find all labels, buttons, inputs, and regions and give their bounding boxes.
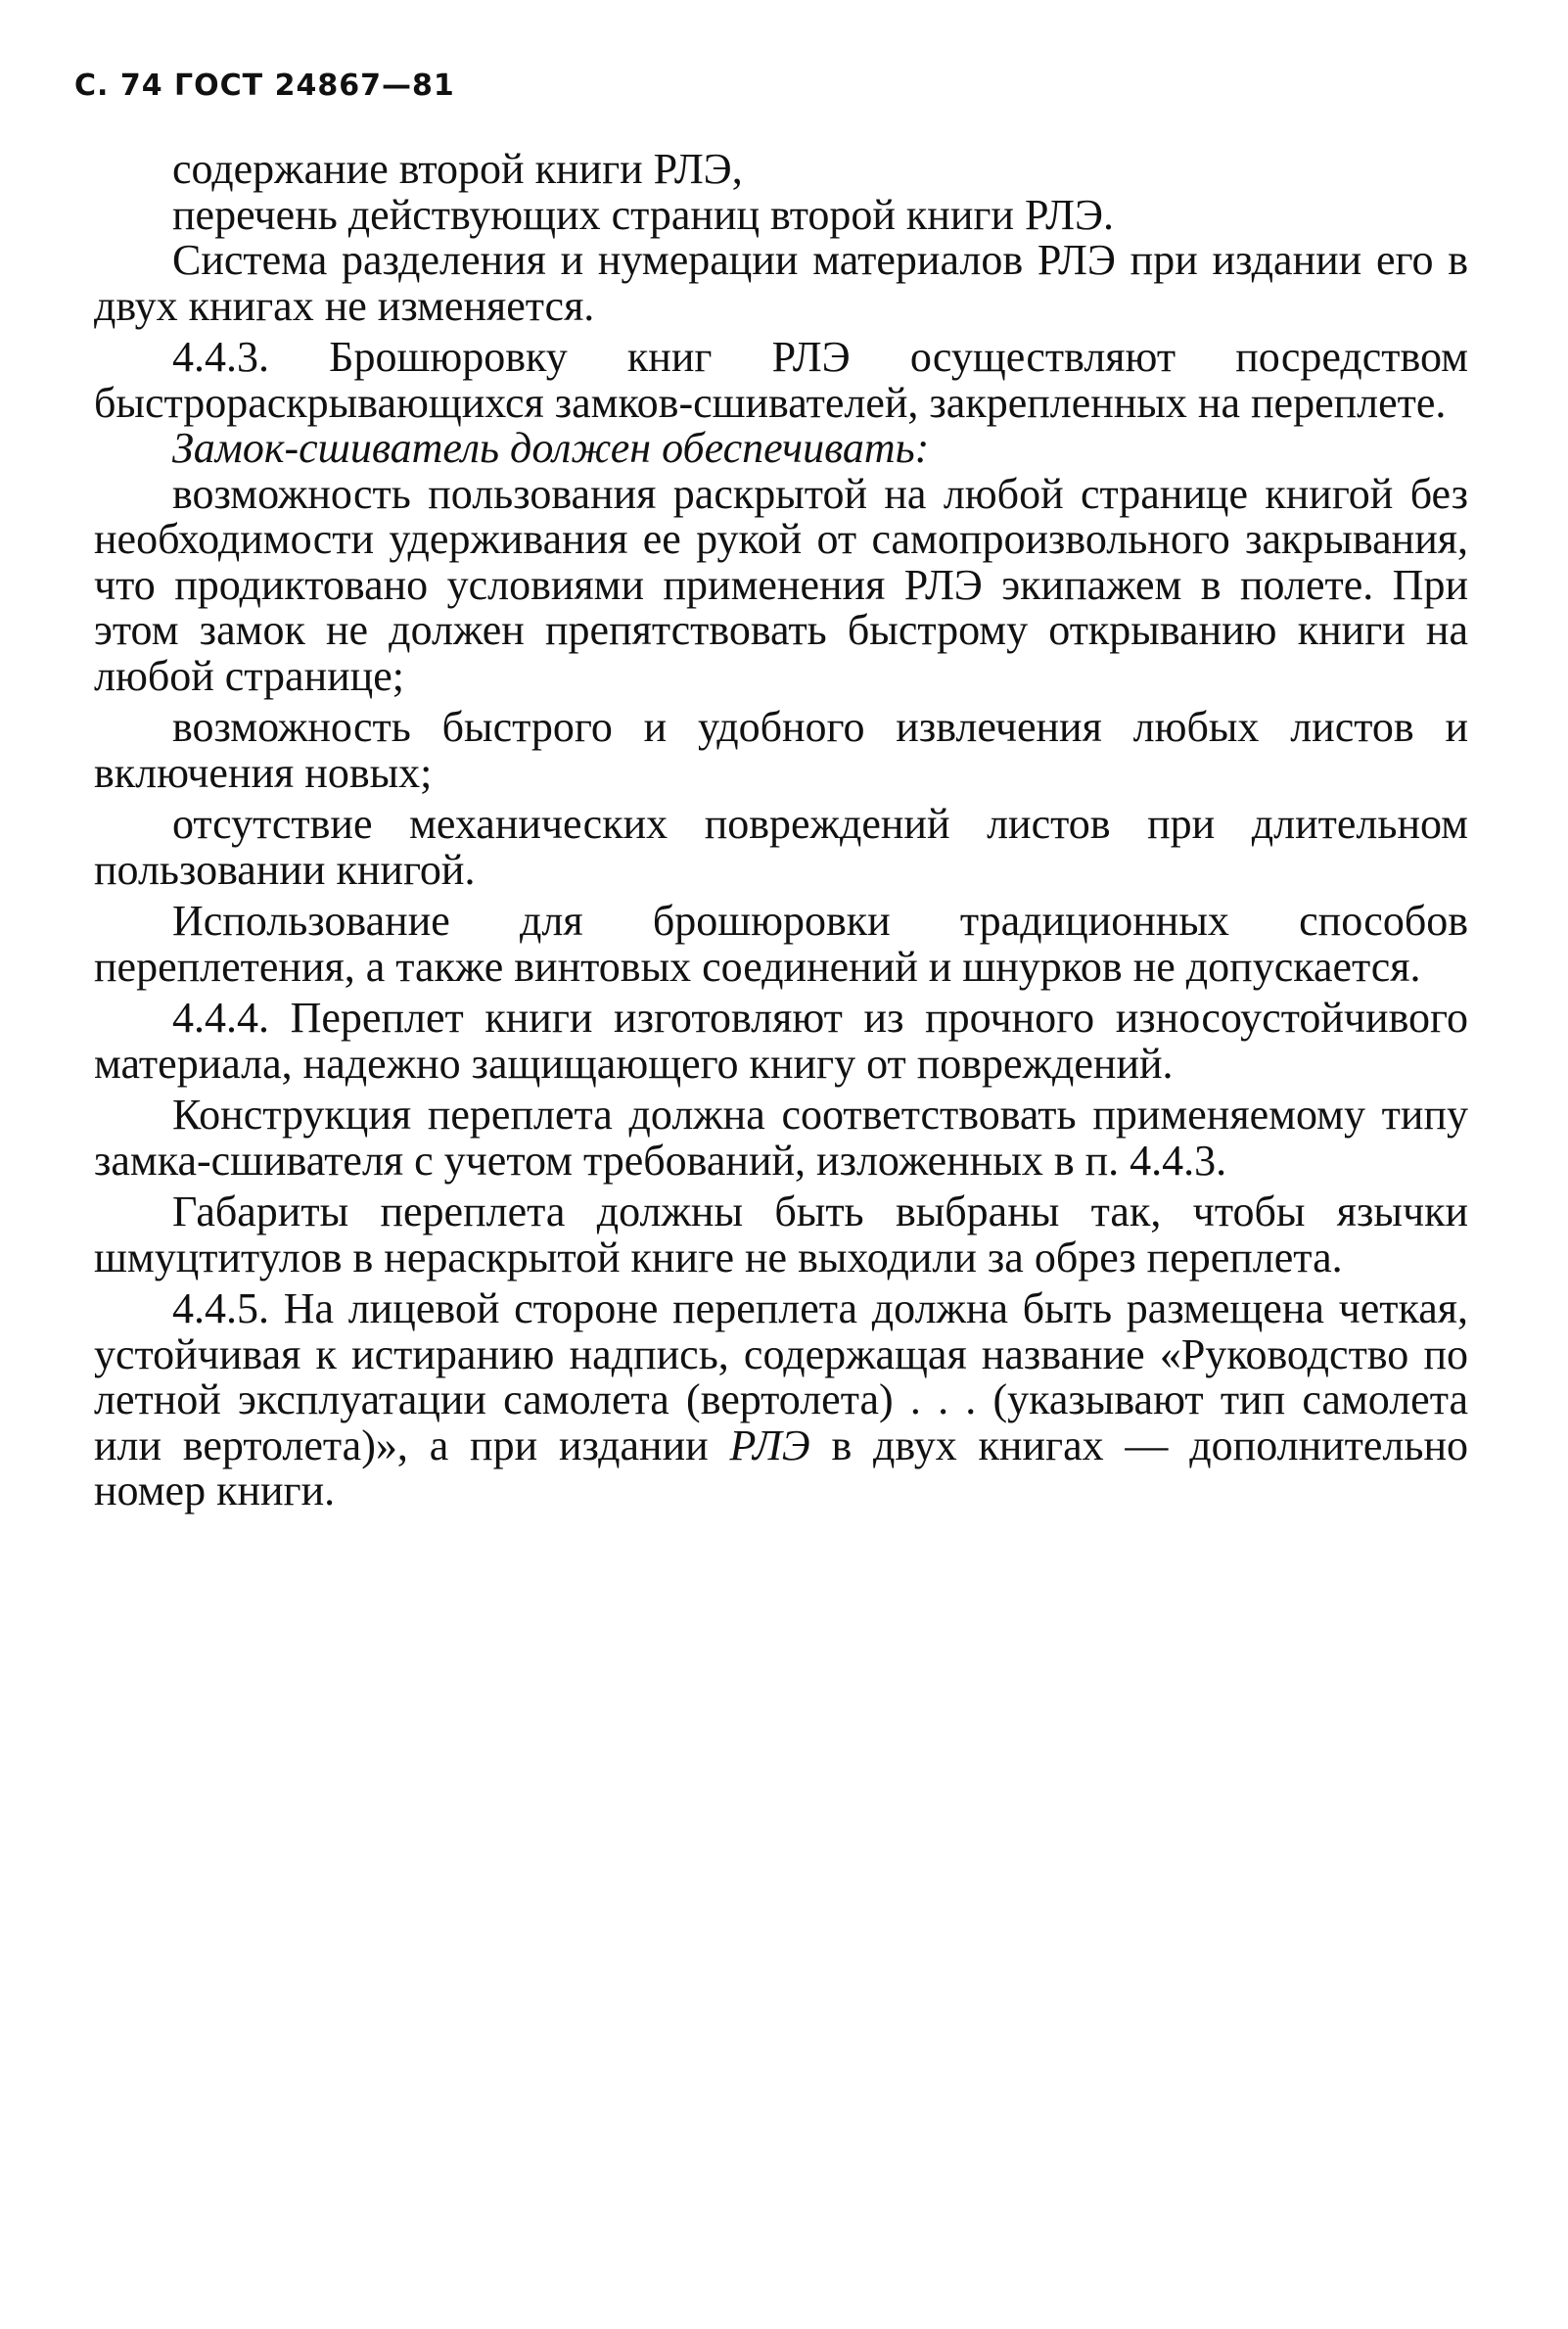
document-body (94, 147, 1468, 1520)
page-header: С. 74 ГОСТ 24867—81 (74, 69, 455, 103)
paragraph-lock-open-page: возможность пользования раскрытой на любой странице книгой без необходимости удерживания ее рукой от самопроизвольного закрывания, что продиктовано условиями применения РЛЭ экипажем в полете. При этом замок не должен препятствовать быстрому открыванию книги на любой странице; (94, 469, 1468, 700)
paragraph-4-4-5-text: 4.4.5. На лицевой стороне переплета должна быть размещена четкая, устойчивая к истиранию надпись, содержащая название «Руководство по летной эксплуатации самолета (вертолета) . . . (указывают тип самолета или вертолета)», а при издании (94, 1284, 1468, 1469)
paragraph-lock-no-damage: отсутствие механических повреждений листов при длительном пользовании книгой. (94, 800, 1468, 894)
paragraph-4-4-5-tail: в двух книгах — дополнительно номер книги. (94, 1421, 1469, 1514)
paragraph-contents-book2: содержание второй книги РЛЭ, (172, 145, 743, 193)
paragraph-cover-construction: Конструкция переплета должна соответствовать применяемому типу замка-сшивателя с учетом требований, изложенных в п. 4.4.3. (94, 1091, 1468, 1185)
paragraph-cover-dimensions: Габариты переплета должны быть выбраны так, чтобы язычки шмуцтитулов в нераскрытой книге не выходили за обрез переплета. (94, 1188, 1468, 1281)
paragraph-pages-list-book2: перечень действующих страниц второй книги РЛЭ. (172, 190, 1115, 239)
paragraph-numbering-system: Система разделения и нумерации материалов РЛЭ при издании его в двух книгах не изменяется. (94, 236, 1468, 330)
paragraph-lock-extract-sheets: возможность быстрого и удобного извлечения любых листов и включения новых; (94, 703, 1468, 797)
paragraph-4-4-4: 4.4.4. Переплет книги изготовляют из прочного износоустойчивого материала, надежно защищающего книгу от повреждений. (94, 994, 1468, 1088)
paragraph-4-4-5-abbrev: РЛЭ (729, 1421, 810, 1469)
paragraph-4-4-5 (94, 1286, 1468, 1514)
paragraph-binding-prohibited: Использование для брошюровки традиционных способов переплетения, а также винтовых соединений и шнурков не допускается. (94, 897, 1468, 991)
paragraph-lock-requirements-heading: Замок-сшиватель должен обеспечивать: (172, 424, 930, 472)
paragraph-4-4-3: 4.4.3. Брошюровку книг РЛЭ осуществляют посредством быстрораскрывающихся замков-сшивателей, закрепленных на переплете. (94, 333, 1468, 427)
